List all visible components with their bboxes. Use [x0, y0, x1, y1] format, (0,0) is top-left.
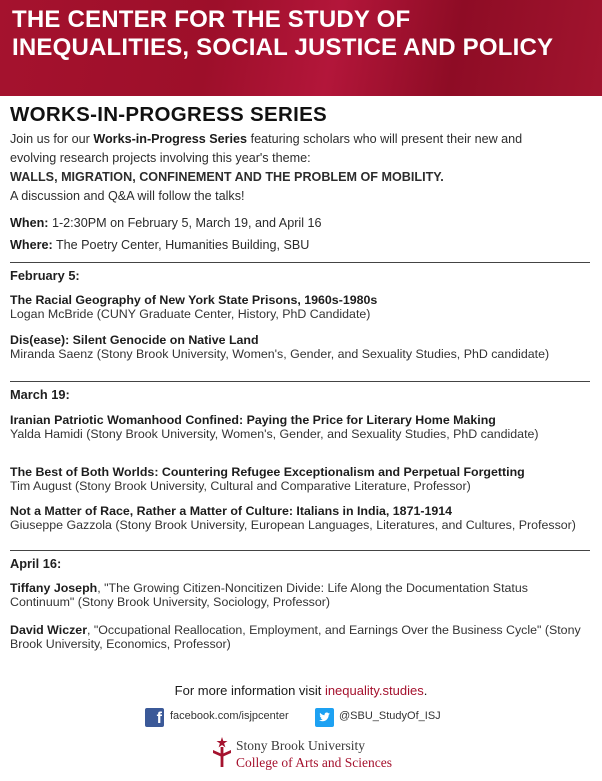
- talk-item: [10, 505, 590, 532]
- where-label: Where:: [10, 238, 53, 252]
- college-name: College of Arts and Sciences: [236, 755, 392, 770]
- talk-title: Dis(ease): Silent Genocide on Native Land: [10, 333, 259, 347]
- talk-title: Not a Matter of Race, Rather a Matter of Culture: Italians in India, 1871-1914: [10, 504, 453, 518]
- talk-description: , "The Growing Citizen-Noncitizen Divide: Life Along the Documentation Status Continuum" (Stony Brook University, Sociology, Professor): [10, 581, 528, 609]
- where-value: The Poetry Center, Humanities Building, SBU: [52, 238, 310, 252]
- talk-speaker: Tim August (Stony Brook University, Cultural and Comparative Literature, Professor): [10, 478, 471, 493]
- university-name: Stony Brook University: [236, 738, 366, 753]
- facebook-icon[interactable]: f: [145, 708, 164, 727]
- speaker-name: Tiffany Joseph: [10, 581, 98, 595]
- talk-item: [10, 294, 590, 321]
- intro-text: Join us for our: [10, 132, 94, 146]
- divider: [10, 262, 590, 263]
- when-line: [10, 216, 322, 230]
- where-line: [10, 238, 309, 252]
- talk-description: , "Occupational Reallocation, Employment, and Earnings Over the Business Cycle" (Stony Brook University, Economics, Professor): [10, 623, 581, 651]
- session-date: April 16:: [10, 556, 62, 571]
- talk-item: [10, 334, 590, 361]
- more-info-text: .: [423, 683, 428, 698]
- divider: [10, 550, 590, 551]
- divider: [10, 381, 590, 382]
- talk-speaker: Miranda Saenz (Stony Brook University, Women's, Gender, and Sexuality Studies, PhD candidate): [10, 346, 550, 361]
- talk-speaker: Giuseppe Gazzola (Stony Brook University, European Languages, Literatures, and Cultures, Professor): [10, 517, 576, 532]
- intro-line-2: evolving research projects involving this year's theme:: [10, 151, 311, 165]
- series-title: WORKS-IN-PROGRESS SERIES: [10, 103, 328, 126]
- talk-item: [10, 582, 585, 609]
- series-name: Works-in-Progress Series: [93, 132, 248, 146]
- talk-item: [10, 624, 585, 651]
- when-label: When:: [10, 216, 49, 230]
- talk-title: Iranian Patriotic Womanhood Confined: Paying the Price for Literary Home Making: [10, 413, 496, 427]
- talk-title: The Racial Geography of New York State Prisons, 1960s-1980s: [10, 293, 378, 307]
- session-date: March 19:: [10, 387, 70, 402]
- speaker-name: David Wiczer: [10, 623, 88, 637]
- talk-speaker: Yalda Hamidi (Stony Brook University, Women's, Gender, and Sexuality Studies, PhD candidate): [10, 426, 539, 441]
- header-banner: [0, 0, 602, 96]
- more-info: [0, 683, 602, 698]
- talk-item: [10, 466, 590, 493]
- facebook-link[interactable]: facebook.com/isjpcenter: [170, 710, 289, 722]
- twitter-icon[interactable]: [315, 708, 334, 727]
- talk-item: [10, 414, 590, 441]
- center-title: [12, 6, 597, 62]
- discussion-note: A discussion and Q&A will follow the talks!: [10, 189, 245, 203]
- intro-text: featuring scholars who will present their new and: [247, 132, 523, 146]
- twitter-link[interactable]: @SBU_StudyOf_ISJ: [339, 710, 441, 722]
- sbu-logo-icon: [210, 736, 234, 770]
- intro-paragraph: [10, 130, 595, 206]
- session-date: February 5:: [10, 268, 80, 283]
- talk-title: The Best of Both Worlds: Countering Refugee Exceptionalism and Perpetual Forgetting: [10, 465, 525, 479]
- info-link[interactable]: inequality.studies: [324, 683, 424, 698]
- twitter-bird-icon: [315, 708, 334, 727]
- center-title-line1: THE CENTER FOR THE STUDY OF: [12, 6, 411, 33]
- when-value: 1-2:30PM on February 5, March 19, and April 16: [48, 216, 322, 230]
- more-info-text: For more information visit: [174, 683, 325, 698]
- center-title-line2: INEQUALITIES, SOCIAL JUSTICE AND POLICY: [12, 34, 554, 61]
- social-links: [0, 708, 602, 730]
- theme-text: WALLS, MIGRATION, CONFINEMENT AND THE PROBLEM OF MOBILITY.: [10, 170, 444, 184]
- talk-speaker: Logan McBride (CUNY Graduate Center, History, PhD Candidate): [10, 306, 371, 321]
